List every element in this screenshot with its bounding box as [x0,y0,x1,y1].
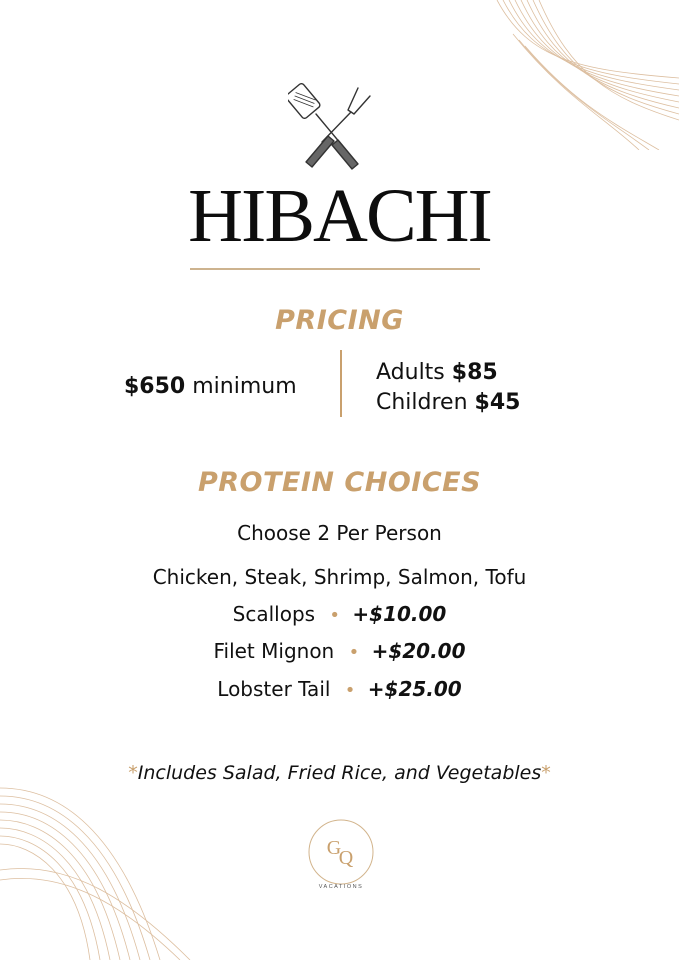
children-label: Children [376,390,468,415]
adults-price: $85 [451,360,498,385]
upgrade-item [0,601,679,629]
svg-text:Q: Q [338,847,354,869]
protein-choose-note: Choose 2 Per Person [237,521,442,545]
svg-text:G: G [326,837,342,859]
children-rate [376,388,520,418]
per-person-rates [376,358,520,418]
upgrade-name: Filet Mignon [213,639,335,663]
asterisk-close: * [541,762,551,784]
minimum-label: minimum [192,374,297,399]
adults-rate [376,358,520,388]
upgrade-name: Lobster Tail [217,677,331,701]
bullet-dot: • [344,680,356,701]
includes-note [0,760,679,786]
includes-text: Includes Salad, Fried Rice, and Vegetables [137,762,542,784]
adults-label: Adults [376,360,445,385]
children-price: $45 [474,390,521,415]
svg-text:VACATIONS: VACATIONS [318,884,364,890]
bullet-dot: • [348,642,360,663]
pricing-heading: PRICING [275,305,404,336]
upgrade-name: Scallops [232,602,316,626]
pricing-divider [340,350,342,417]
title-divider [190,268,480,270]
spatula-and-fork-icon [288,80,380,172]
upgrade-item [0,676,679,704]
protein-heading: PROTEIN CHOICES [197,467,482,498]
gq-vacations-logo [303,816,379,892]
page-title: HIBACHI [188,174,491,258]
minimum-price [124,373,297,401]
upgrade-item [0,638,679,666]
upgrade-price: +$20.00 [371,639,466,663]
minimum-amount: $650 [124,374,186,399]
upgrade-price: +$10.00 [352,602,447,626]
upgrade-price: +$25.00 [367,677,462,701]
bullet-dot: • [329,605,341,626]
asterisk-open: * [128,762,138,784]
line-art-decoration-top-right [489,0,679,150]
protein-base-list: Chicken, Steak, Shrimp, Salmon, Tofu [152,565,527,589]
line-art-decoration-bottom-left [0,770,200,960]
